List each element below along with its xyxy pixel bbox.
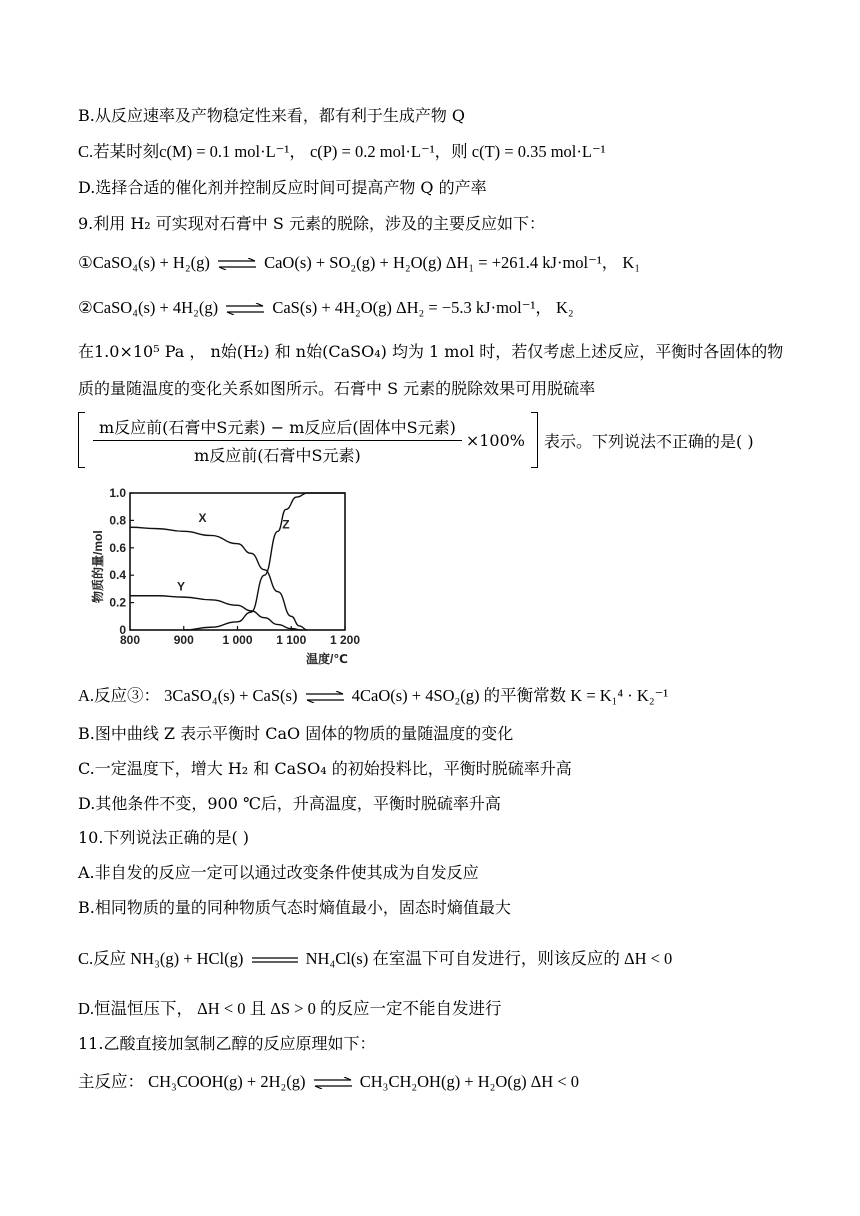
option-c-q10 xyxy=(78,948,672,970)
temperature-amount-chart xyxy=(78,483,368,668)
option-a-q10: A.非自发的反应一定可以通过改变条件使其成为自发反应 xyxy=(78,863,479,882)
right-bracket xyxy=(531,412,538,468)
y-tick-label: 0.8 xyxy=(109,513,126,528)
x-tick-label: 1 100 xyxy=(276,633,307,647)
option-a-q9 xyxy=(78,685,668,707)
reaction-1 xyxy=(78,252,640,274)
y-tick-label: 0.2 xyxy=(109,595,126,610)
option-c-q8: C.若某时刻c(M) = 0.1 mol·L⁻¹， c(P) = 0.2 mol·L⁻¹，则 c(T) = 0.35 mol·L⁻¹ xyxy=(78,142,606,161)
series-line-Y xyxy=(130,596,302,630)
option-c-q10-reactants: C.反应 NH₃(g) + HCl(g) xyxy=(78,949,244,968)
option-b-q10: B.相同物质的量的同种物质气态时熵值最小，固态时熵值最大 xyxy=(78,898,511,917)
main-reaction-reactants: 主反应： CH₃COOH(g) + 2H₂(g) xyxy=(78,1072,306,1091)
option-b-q8: B.从反应速率及产物稳定性来看，都有利于生成产物 Q xyxy=(78,106,466,125)
option-c-q9: C.一定温度下，增大 H₂ 和 CaSO₄ 的初始投料比，平衡时脱硫率升高 xyxy=(78,759,572,778)
fraction xyxy=(93,413,462,468)
series-line-Z xyxy=(184,493,345,630)
condition-line-1: 在1.0×10⁵ Pa ， n始(H₂) 和 n始(CaSO₄) 均为 1 mol 时，若仅考虑上述反应，平衡时各固体的物 xyxy=(78,342,784,361)
option-a-q9-products: 4CaO(s) + 4SO₂(g) 的平衡常数 K = K₁⁴ · K₂⁻¹ xyxy=(351,686,669,705)
condition-line-2: 质的量随温度的变化关系如图所示。石膏中 S 元素的脱除效果可用脱硫率 xyxy=(78,379,596,398)
x-axis-label: 温度/℃ xyxy=(306,652,348,666)
curve-label-Z: Z xyxy=(282,517,290,532)
y-tick-label: 1.0 xyxy=(109,486,126,500)
curve-label-Y: Y xyxy=(177,579,186,594)
y-tick-label: 0.4 xyxy=(109,568,126,583)
plot-frame xyxy=(130,493,345,630)
curve-label-X: X xyxy=(198,510,207,525)
question-9-ask: 表示。下列说法不正确的是( ) xyxy=(543,431,754,451)
option-d-q10: D.恒温恒压下， ΔH < 0 且 ΔS > 0 的反应一定不能自发进行 xyxy=(78,999,502,1018)
reaction-1-reactants: ①CaSO₄(s) + H₂(g) xyxy=(78,253,210,272)
option-b-q9: B.图中曲线 Z 表示平衡时 CaO 固体的物质的量随温度的变化 xyxy=(78,724,514,743)
reaction-2-products: CaS(s) + 4H₂O(g) ΔH₂ = −5.3 kJ·mol⁻¹， K₂ xyxy=(272,298,574,317)
main-reaction-products: CH₃CH₂OH(g) + H₂O(g) ΔH < 0 xyxy=(359,1072,580,1091)
y-axis-label: 物质的量/mol xyxy=(91,530,105,603)
y-tick-label: 0.6 xyxy=(109,540,126,555)
left-bracket xyxy=(78,412,85,468)
fraction-numerator: m反应前(石膏中S元素) − m反应后(固体中S元素) xyxy=(93,413,462,441)
fraction-denominator: m反应前(石膏中S元素) xyxy=(194,445,361,465)
equilibrium-arrows-icon xyxy=(305,691,345,703)
x-tick-label: 800 xyxy=(119,633,141,647)
question-9-stem: 9.利用 H₂ 可实现对石膏中 S 元素的脱除，涉及的主要反应如下： xyxy=(78,214,545,233)
equilibrium-arrows-icon xyxy=(217,258,257,270)
reaction-2-reactants: ②CaSO₄(s) + 4H₂(g) xyxy=(78,298,219,317)
option-d-q8: D.选择合适的催化剂并控制反应时间可提高产物 Q 的产率 xyxy=(78,178,487,197)
x-tick-label: 1 200 xyxy=(329,633,361,647)
series-line-X xyxy=(130,527,307,630)
question-10-stem: 10.下列说法正确的是( ) xyxy=(78,828,250,847)
option-a-q9-reactants: A.反应③： 3CaSO₄(s) + CaS(s) xyxy=(78,686,298,705)
main-reaction xyxy=(78,1071,579,1093)
equilibrium-arrows-icon xyxy=(313,1077,353,1089)
equilibrium-arrows-icon xyxy=(225,303,265,315)
option-c-q10-products: NH₄Cl(s) 在室温下可自发进行，则该反应的 ΔH < 0 xyxy=(305,949,673,968)
question-11-stem: 11.乙酸直接加氢制乙醇的反应原理如下： xyxy=(78,1034,376,1053)
x-tick-label: 900 xyxy=(173,633,194,647)
desulfurization-formula xyxy=(78,412,754,468)
x-tick-label: 1 000 xyxy=(222,633,253,647)
reaction-1-products: CaO(s) + SO₂(g) + H₂O(g) ΔH₁ = +261.4 kJ·mol⁻¹， K₁ xyxy=(264,253,641,272)
reaction-2 xyxy=(78,297,574,319)
option-d-q9: D.其他条件不变，900 ℃后，升高温度，平衡时脱硫率升高 xyxy=(78,794,501,813)
equals-arrow-icon xyxy=(251,956,299,964)
percent-factor: ×100% xyxy=(465,430,525,450)
y-tick-label: 0 xyxy=(119,623,126,637)
